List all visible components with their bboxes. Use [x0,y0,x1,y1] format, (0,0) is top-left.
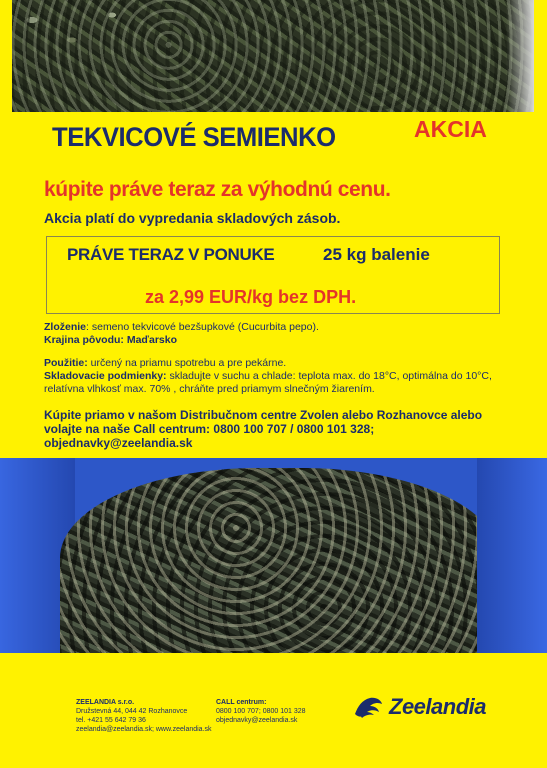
storage-label: Skladovacie podmienky: [44,370,167,382]
zeelandia-logo [352,694,486,720]
composition-value: : semeno tekvicové bezšupkové (Cucurbita pepo). [86,321,319,333]
company-web: zeelandia@zeelandia.sk; www.zeelandia.sk [76,726,212,733]
pumpkin-seeds-photo-top [12,0,534,112]
call-numbers: 0800 100 707; 0800 101 328 [216,708,306,715]
offer-headline: PRÁVE TERAZ V PONUKE [67,245,275,264]
storage-line [44,370,514,396]
footer-company [76,698,212,734]
company-address: Družstevná 44, 044 42 Rozhanovce [76,708,188,715]
logo-text: Zeelandia [389,694,486,719]
call-email: objednavky@zeelandia.sk [216,717,298,724]
footer-call-centre [216,698,306,725]
promo-note: Akcia platí do vypredania skladových zásob. [44,210,341,226]
usage-value: určený na priamu spotrebu a pre pekárne. [87,357,287,369]
zeelandia-lion-icon [352,694,384,720]
offer-price: za 2,99 EUR/kg bez DPH. [145,287,357,307]
composition-line [44,321,319,334]
offer-package: 25 kg balenie [323,245,430,264]
usage-line [44,357,286,370]
call-title: CALL centrum: [216,699,267,706]
storage-value: skladujte v suchu a chlade: teplota max. do 18°C, optimálna do 10°C, relatívna vlhkosť max. 70% , chráňte pred priamym slnečným žiarením. [44,370,492,395]
akcia-badge: AKCIA [414,116,487,142]
origin-line [44,334,177,347]
crate-right-wall [477,458,547,653]
origin-label: Krajina pôvodu: [44,334,124,346]
usage-label: Použitie: [44,357,88,369]
promo-subtitle: kúpite práve teraz za výhodnú cenu. [44,178,391,201]
composition-label: Zloženie [44,321,87,333]
seeds-crate-photo [0,458,547,653]
page-title: TEKVICOVÉ SEMIENKO [52,122,336,152]
offer-box [46,236,500,314]
company-phone: tel. +421 55 642 79 36 [76,717,146,724]
company-name: ZEELANDIA s.r.o. [76,699,135,706]
contact-info: Kúpite priamo v našom Distribučnom centre Zvolen alebo Rozhanovce alebo volajte na naše Call centrum: 0800 100 707 / 0800 101 328; objednavky@zeelandia.sk [44,408,483,450]
origin-value: Maďarsko [126,334,177,346]
seeds-pile [60,468,500,653]
